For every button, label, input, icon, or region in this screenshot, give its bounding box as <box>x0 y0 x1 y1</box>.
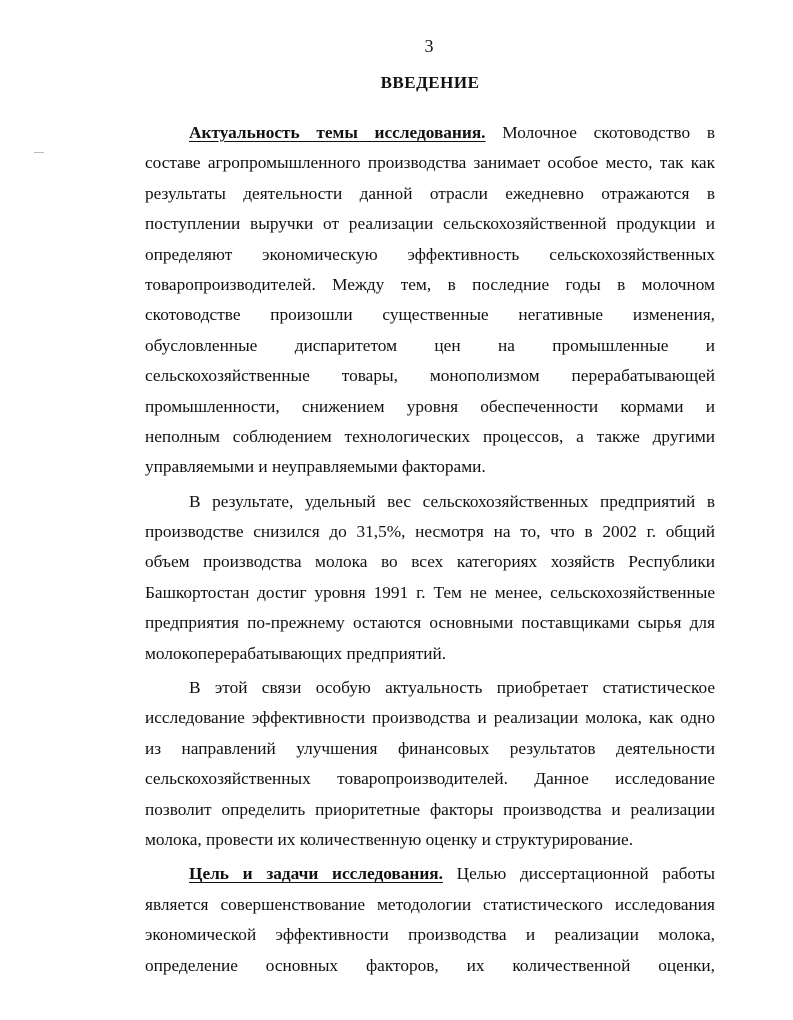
text-line: определение основных факторов, их количественной оценки, <box>145 955 715 975</box>
text-line: предприятия по-прежнему остаются основными поставщиками сырья для <box>145 613 715 633</box>
text-line: производстве снизился до 31,5%, несмотря на то, что в 2002 г. общий <box>145 522 715 542</box>
text-line: Башкортостан достиг уровня 1991 г. Тем не менее, сельскохозяйственные <box>145 582 715 602</box>
text-line: исследование эффективности производства и реализации молока, как одно <box>145 708 715 728</box>
section-1-first-line-text: Молочное скотоводство в <box>485 123 716 142</box>
page-title: ВВЕДЕНИЕ <box>380 73 480 92</box>
body-text <box>145 118 715 981</box>
section-1-first-line <box>145 118 715 148</box>
text-line: экономической эффективности производства и реализации молока, <box>145 925 715 945</box>
text-line: промышленности, снижением уровня обеспеченности кормами и <box>145 396 715 416</box>
text-line: сельскохозяйственных товаропроизводителей. Данное исследование <box>145 769 715 789</box>
paragraph-3-first-line: В этой связи особую актуальность приобретает статистическое <box>189 678 715 698</box>
page-number: 3 <box>424 36 434 56</box>
text-line: из направлений улучшения финансовых результатов деятельности <box>145 738 715 758</box>
text-line: результаты деятельности данной отрасли ежедневно отражаются в <box>145 183 715 203</box>
text-line: товаропроизводителей. Между тем, в последние годы в молочном <box>145 274 715 294</box>
paragraph-2-first-line: В результате, удельный вес сельскохозяйственных предприятий в <box>189 491 715 511</box>
text-line: составе агропромышленного производства занимает особое место, так как <box>145 153 715 173</box>
section-1-heading: Актуальность темы исследования. <box>189 123 486 142</box>
text-line: скотоводстве произошли существенные негативные изменения, <box>145 305 715 325</box>
text-line: управляемыми и неуправляемыми факторами. <box>145 457 486 477</box>
scan-margin-mark <box>34 152 44 153</box>
text-line: сельскохозяйственные товары, монополизмом перерабатывающей <box>145 366 715 386</box>
text-line: молока, провести их количественную оценку и структурирование. <box>145 829 634 849</box>
text-line: объем производства молока во всех категориях хозяйств Республики <box>145 552 715 572</box>
text-line: молокоперерабатывающих предприятий. <box>145 643 447 663</box>
section-2-first-line-text: Целью диссертационной работы <box>442 864 715 884</box>
section-2-first-line <box>145 859 715 889</box>
text-line: неполным соблюдением технологических процессов, а также другими <box>145 426 715 446</box>
text-line: определяют экономическую эффективность сельскохозяйственных <box>145 244 715 264</box>
text-line: поступлении выручки от реализации сельскохозяйственной продукции и <box>145 214 715 234</box>
text-line: обусловленные диспаритетом цен на промышленные и <box>145 335 715 355</box>
text-line: является совершенствование методологии статистического исследования <box>145 894 715 914</box>
section-2-heading: Цель и задачи исследования. <box>189 864 443 884</box>
text-line: позволит определить приоритетные факторы производства и реализации <box>145 799 715 819</box>
